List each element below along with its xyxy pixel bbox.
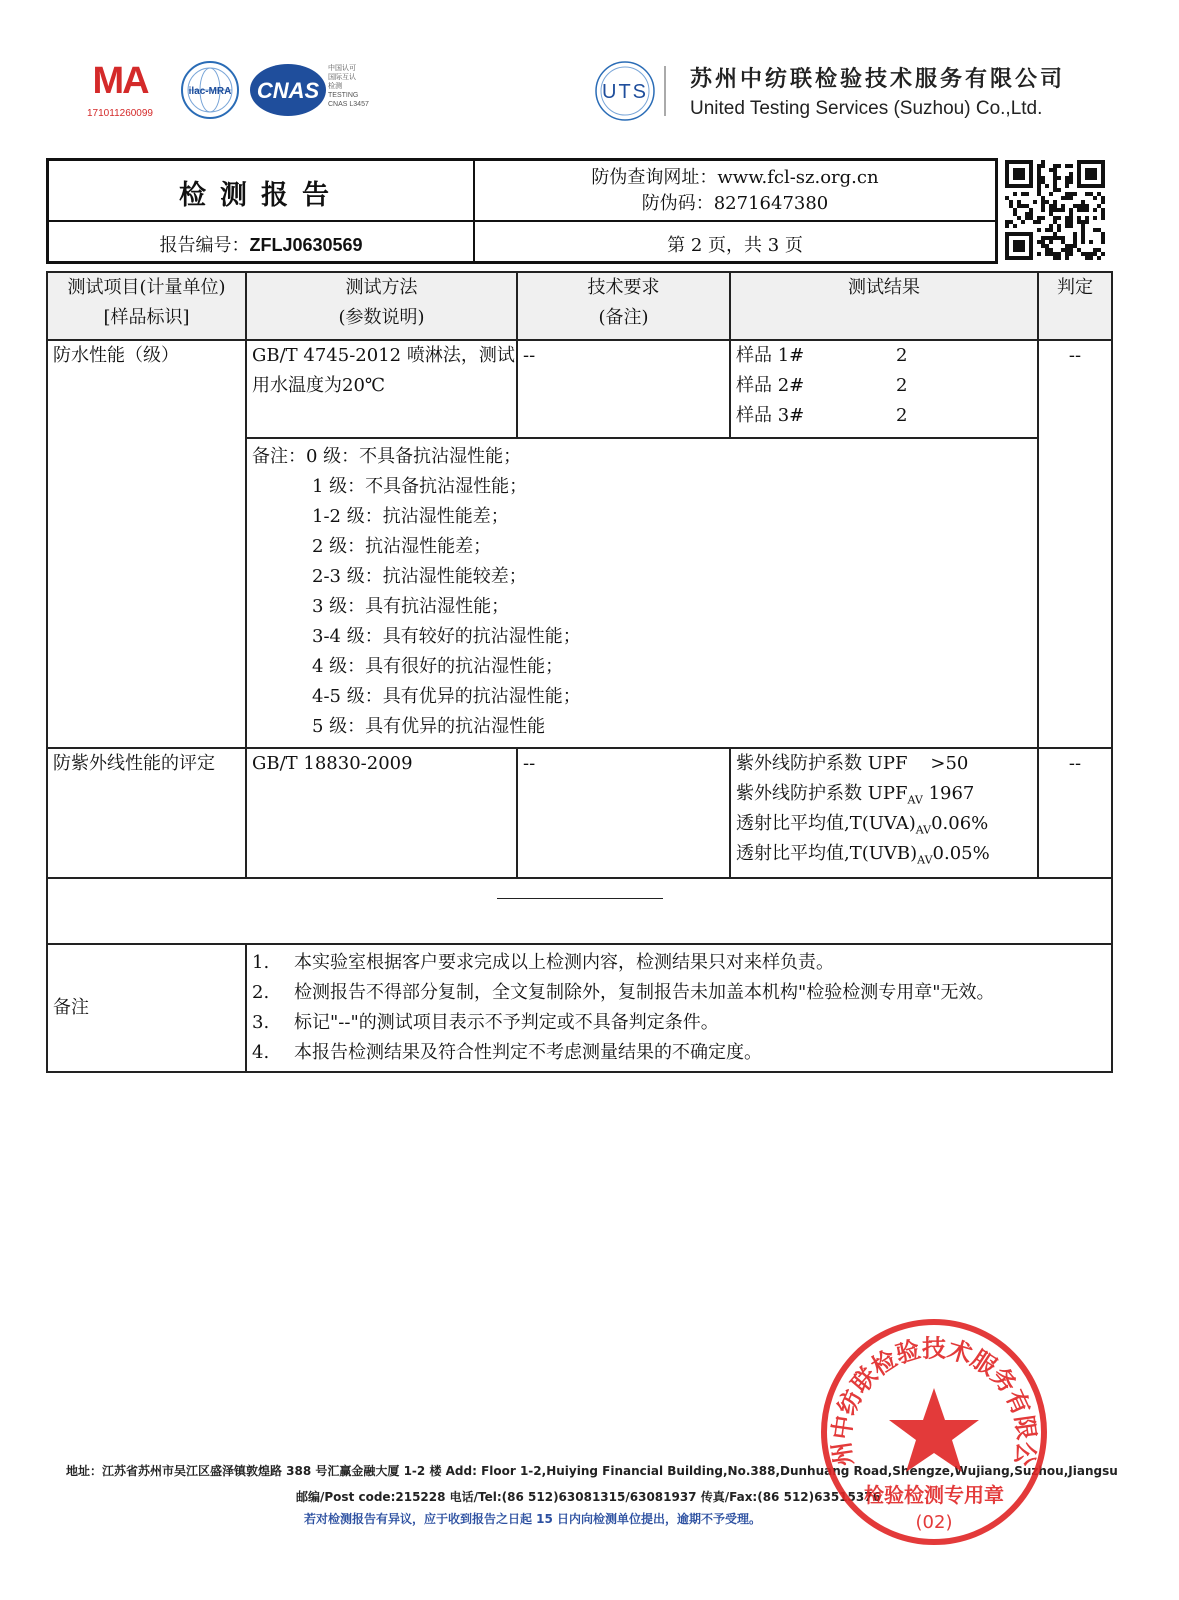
waterproof-item: 防水性能（级） bbox=[47, 340, 246, 748]
cnas-text: CNAS bbox=[256, 78, 320, 103]
company-name-en: United Testing Services (Suzhou) Co.,Ltd. bbox=[690, 98, 1043, 119]
cnas-side-text: 中国认可 国际互认 检测 TESTING CNAS L3457 bbox=[328, 65, 369, 108]
report-number: 报告编号：ZFLJ0630569 bbox=[159, 235, 363, 256]
page-info: 第 2 页，共 3 页 bbox=[667, 235, 803, 256]
header-requirement: 技术要求 (备注) bbox=[517, 272, 730, 340]
uv-requirement: -- bbox=[517, 748, 730, 878]
seal-ring-text: 州中纺联检验技术服务有限公 bbox=[827, 1334, 1041, 1468]
table-row bbox=[47, 748, 1112, 878]
end-of-results-row bbox=[47, 878, 1112, 944]
table-header-row bbox=[47, 272, 1112, 340]
uv-results: 紫外线防护系数 UPF >50 紫外线防护系数 $UPF_{AV}$ 1967 透射比平均值$,T(UVA)_{AV}0.06\%$ 透射比平均值$,T(UVB)_{AV}0.05\%$ bbox=[730, 748, 1038, 878]
footer-notice: 若对检测报告有异议，应于收到报告之日起 15 日内向检测单位提出，逾期不予受理。 bbox=[304, 1512, 762, 1526]
ilac-mra-text: ilac-MRA bbox=[188, 86, 232, 97]
header-judge: 判定 bbox=[1038, 272, 1112, 340]
waterproof-results: 样品 1# 2 样品 2# 2 样品 3# 2 bbox=[730, 340, 1038, 438]
uts-logo bbox=[594, 60, 656, 122]
remarks-label: 备注 bbox=[47, 944, 246, 1072]
waterproof-method: GB/T 4745-2012 喷淋法，测试用水温度为20℃ bbox=[246, 340, 517, 438]
ilac-mra-logo bbox=[180, 60, 240, 120]
company-name-cn: 苏州中纺联检验技术服务有限公司 bbox=[690, 67, 1066, 92]
uv-method: GB/T 18830-2009 bbox=[246, 748, 517, 878]
header-result: 测试结果 bbox=[730, 272, 1038, 340]
seal-star-icon bbox=[889, 1388, 979, 1472]
waterproof-requirement: -- bbox=[517, 340, 730, 438]
cnas-logo bbox=[248, 60, 380, 120]
official-seal bbox=[818, 1316, 1050, 1548]
qr-code-icon bbox=[1005, 158, 1105, 262]
header-item: 测试项目(计量单位) [样品标识] bbox=[47, 272, 246, 340]
header-method: 测试方法 (参数说明) bbox=[246, 272, 517, 340]
report-header-box bbox=[46, 158, 998, 264]
waterproof-notes: 备注：0 级：不具备抗沾湿性能； 1 级：不具备抗沾湿性能； 1-2 级：抗沾湿性能差； 2 级：抗沾湿性能差； 2-3 级：抗沾湿性能较差； 3 级：具有抗沾湿性能； 3-4 级：具有较好的抗沾湿性能； 4 级：具有很好的抗沾湿性能； 4-5 级：具有优异的抗沾湿性能； 5 级：具有优异的抗沾湿性能 bbox=[246, 438, 1038, 748]
query-url: 防伪查询网址：www.fcl-sz.org.cn bbox=[591, 167, 879, 188]
footer-contact: 邮编/Post code:215228 电话/Tel:(86 512)63081315/63081937 传真/Fax:(86 512)63515376 bbox=[296, 1490, 881, 1504]
test-results-table bbox=[46, 271, 1113, 1073]
seal-center-text: 检验检测专用章 bbox=[864, 1483, 1004, 1507]
waterproof-judge: -- bbox=[1038, 340, 1112, 748]
cma-logo: MA 171011260099 bbox=[87, 60, 153, 119]
footer-address: 地址：江苏省苏州市吴江区盛泽镇敦煌路 388 号汇赢金融大厦 1-2 楼 Add: Floor 1-2,Huiying Financial Building,No.388,Dunhuang Road,Shengze,Wujiang,Suzhou,Jiangsu bbox=[66, 1464, 1118, 1478]
header-divider bbox=[664, 66, 666, 116]
end-dash-line bbox=[497, 898, 663, 899]
uv-judge: -- bbox=[1038, 748, 1112, 878]
uv-item: 防紫外线性能的评定 bbox=[47, 748, 246, 878]
uts-text: UTS bbox=[602, 81, 648, 103]
anti-fake-info bbox=[475, 165, 995, 217]
remarks-row bbox=[47, 944, 1112, 1072]
seal-code: (02) bbox=[915, 1512, 953, 1533]
table-row bbox=[47, 340, 1112, 438]
remarks-list: 1. 本实验室根据客户要求完成以上检测内容，检测结果只对来样负责。 2. 检测报告不得部分复制，全文复制除外，复制报告未加盖本机构"检验检测专用章"无效。 3. 标记"--"的测试项目表示不予判定或不具备判定条件。 4. 本报告检测结果及符合性判定不考虑测量结果的不确定度。 bbox=[246, 944, 1112, 1072]
anti-fake-code: 防伪码：8271647380 bbox=[641, 193, 829, 214]
report-title: 检测报告 bbox=[179, 180, 343, 211]
